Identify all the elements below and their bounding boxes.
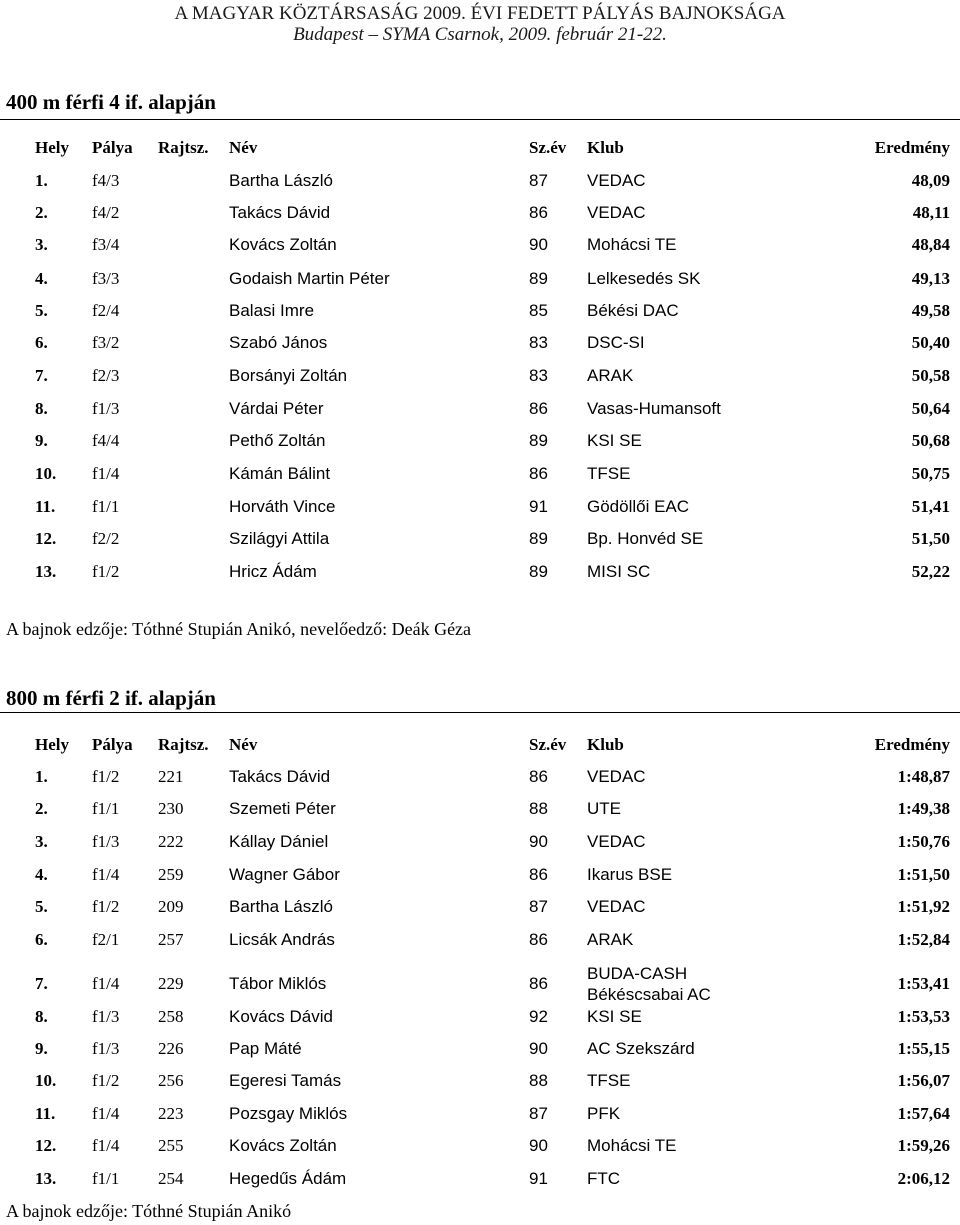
result-cell: 48,11	[912, 203, 950, 222]
result-cell: 1:55,15	[897, 1039, 950, 1058]
club-cell: VEDAC	[587, 171, 646, 190]
athlete-name-cell: Pap Máté	[229, 1039, 302, 1058]
bib-cell: 255	[158, 1136, 184, 1155]
club-cell: VEDAC	[587, 897, 646, 916]
result-cell: 1:53,41	[897, 974, 950, 993]
col-lane-header: Pálya	[92, 735, 133, 754]
result-cell: 2:06,12	[897, 1169, 950, 1188]
athlete-name-cell: Hricz Ádám	[229, 562, 317, 581]
result-cell: 50,64	[911, 399, 950, 418]
club-cell: VEDAC	[587, 832, 646, 851]
lane-cell: f2/2	[92, 529, 120, 548]
lane-cell: f3/4	[92, 235, 120, 254]
place-cell: 2.	[35, 203, 48, 222]
athlete-name-cell: Pethő Zoltán	[229, 431, 326, 450]
col-place-header: Hely	[35, 138, 69, 157]
col-name-header: Név	[229, 735, 258, 754]
table-row	[0, 459, 960, 489]
result-cell: 50,68	[911, 431, 950, 450]
place-cell: 11.	[35, 497, 56, 516]
table-row	[0, 198, 960, 228]
table-header-400m	[0, 133, 960, 163]
place-cell: 13.	[35, 1169, 57, 1188]
table-row	[0, 296, 960, 326]
bib-cell: 254	[158, 1169, 184, 1188]
lane-cell: f2/4	[92, 301, 120, 320]
result-cell: 1:51,92	[897, 897, 950, 916]
place-cell: 4.	[35, 865, 48, 884]
col-result-header: Eredmény	[874, 138, 950, 157]
result-cell: 50,40	[911, 333, 950, 352]
result-cell: 1:57,64	[897, 1104, 950, 1123]
club-cell: Mohácsi TE	[587, 1136, 677, 1155]
place-cell: 10.	[35, 1071, 57, 1090]
place-cell: 13.	[35, 562, 57, 581]
result-cell: 1:51,50	[897, 865, 950, 884]
result-cell: 51,41	[911, 497, 950, 516]
table-row	[0, 1002, 960, 1032]
club-cell: Békési DAC	[587, 301, 679, 320]
section-divider	[0, 712, 960, 713]
place-cell: 9.	[35, 1039, 48, 1058]
club-cell: AC Szekszárd	[587, 1039, 695, 1058]
lane-cell: f4/3	[92, 171, 120, 190]
birth-year-cell: 85	[529, 301, 548, 320]
birth-year-cell: 83	[529, 333, 548, 352]
birth-year-cell: 83	[529, 366, 548, 385]
lane-cell: f2/1	[92, 930, 120, 949]
birth-year-cell: 86	[529, 203, 548, 222]
table-row	[0, 328, 960, 358]
table-row	[0, 794, 960, 824]
result-cell: 1:53,53	[897, 1007, 950, 1026]
lane-cell: f1/4	[92, 865, 120, 884]
coach-note-400m: A bajnok edzője: Tóthné Stupián Anikó, nevelőedző: Deák Géza	[6, 619, 472, 639]
birth-year-cell: 86	[529, 974, 548, 993]
club-cell: KSI SE	[587, 431, 642, 450]
athlete-name-cell: Kovács Zoltán	[229, 235, 337, 254]
col-bib-header: Rajtsz.	[158, 735, 209, 754]
lane-cell: f1/1	[92, 1169, 120, 1188]
place-cell: 11.	[35, 1104, 56, 1123]
club-cell: PFK	[587, 1104, 621, 1123]
result-cell: 48,84	[911, 235, 950, 254]
place-cell: 8.	[35, 1007, 48, 1026]
place-cell: 4.	[35, 269, 48, 288]
table-row	[0, 264, 960, 294]
lane-cell: f4/4	[92, 431, 120, 450]
lane-cell: f1/2	[92, 562, 120, 581]
table-row	[0, 964, 960, 1004]
club-cell: DSC-SI	[587, 333, 645, 352]
club-cell: ARAK	[587, 930, 634, 949]
birth-year-cell: 86	[529, 399, 548, 418]
birth-year-cell: 89	[529, 269, 548, 288]
birth-year-cell: 89	[529, 431, 548, 450]
bib-cell: 222	[158, 832, 184, 851]
club-cell-line2: Békéscsabai AC	[587, 985, 711, 1004]
lane-cell: f3/3	[92, 269, 120, 288]
result-cell: 1:50,76	[897, 832, 950, 851]
athlete-name-cell: Pozsgay Miklós	[229, 1104, 348, 1123]
result-cell: 52,22	[911, 562, 950, 581]
result-cell: 49,58	[911, 301, 950, 320]
table-row	[0, 762, 960, 792]
place-cell: 10.	[35, 464, 57, 483]
table-row	[0, 166, 960, 196]
athlete-name-cell: Kovács Zoltán	[229, 1136, 337, 1155]
result-cell: 1:49,38	[897, 799, 950, 818]
lane-cell: f1/4	[92, 974, 120, 993]
lane-cell: f1/3	[92, 399, 120, 418]
col-club-header: Klub	[587, 735, 624, 754]
athlete-name-cell: Wagner Gábor	[229, 865, 340, 884]
athlete-name-cell: Egeresi Tamás	[229, 1071, 342, 1090]
lane-cell: f1/3	[92, 1039, 120, 1058]
birth-year-cell: 89	[529, 529, 548, 548]
club-cell: TFSE	[587, 464, 631, 483]
athlete-name-cell: Takács Dávid	[229, 767, 331, 786]
athlete-name-cell: Bartha László	[229, 171, 333, 190]
col-result-header: Eredmény	[874, 735, 950, 754]
place-cell: 3.	[35, 832, 48, 851]
lane-cell: f1/4	[92, 1104, 120, 1123]
athlete-name-cell: Horváth Vince	[229, 497, 336, 516]
col-place-header: Hely	[35, 735, 69, 754]
birth-year-cell: 89	[529, 562, 548, 581]
birth-year-cell: 90	[529, 832, 548, 851]
birth-year-cell: 86	[529, 464, 548, 483]
athlete-name-cell: Takács Dávid	[229, 203, 331, 222]
lane-cell: f2/3	[92, 366, 120, 385]
club-cell: BUDA-CASH	[587, 964, 688, 983]
place-cell: 7.	[35, 974, 48, 993]
club-cell: KSI SE	[587, 1007, 642, 1026]
athlete-name-cell: Várdai Péter	[229, 399, 324, 418]
table-row	[0, 1131, 960, 1161]
birth-year-cell: 87	[529, 897, 548, 916]
athlete-name-cell: Kovács Dávid	[229, 1007, 333, 1026]
club-cell: UTE	[587, 799, 621, 818]
bib-cell: 230	[158, 799, 184, 818]
athlete-name-cell: Szabó János	[229, 333, 328, 352]
birth-year-cell: 91	[529, 1169, 548, 1188]
table-row	[0, 1034, 960, 1064]
athlete-name-cell: Szemeti Péter	[229, 799, 336, 818]
table-row	[0, 860, 960, 890]
result-cell: 1:48,87	[897, 767, 950, 786]
club-cell: Bp. Honvéd SE	[587, 529, 704, 548]
birth-year-cell: 91	[529, 497, 548, 516]
athlete-name-cell: Bartha László	[229, 897, 333, 916]
bib-cell: 256	[158, 1071, 184, 1090]
lane-cell: f4/2	[92, 203, 120, 222]
club-cell: MISI SC	[587, 562, 651, 581]
bib-cell: 257	[158, 930, 184, 949]
bib-cell: 223	[158, 1104, 184, 1123]
table-row	[0, 1066, 960, 1096]
birth-year-cell: 87	[529, 1104, 548, 1123]
place-cell: 6.	[35, 333, 48, 352]
athlete-name-cell: Tábor Miklós	[229, 974, 327, 993]
result-cell: 49,13	[911, 269, 950, 288]
event-title-400m: 400 m férfi 4 if. alapján	[6, 90, 216, 114]
place-cell: 5.	[35, 897, 48, 916]
lane-cell: f1/3	[92, 832, 120, 851]
club-cell: Mohácsi TE	[587, 235, 677, 254]
table-row	[0, 524, 960, 554]
club-cell: FTC	[587, 1169, 621, 1188]
athlete-name-cell: Borsányi Zoltán	[229, 366, 348, 385]
birth-year-cell: 86	[529, 930, 548, 949]
club-cell: Lelkesedés SK	[587, 269, 701, 288]
bib-cell: 209	[158, 897, 184, 916]
coach-note-800m: A bajnok edzője: Tóthné Stupián Anikó	[6, 1201, 292, 1221]
section-divider	[0, 119, 960, 120]
birth-year-cell: 92	[529, 1007, 548, 1026]
place-cell: 1.	[35, 767, 48, 786]
athlete-name-cell: Kállay Dániel	[229, 832, 329, 851]
table-row	[0, 1164, 960, 1194]
club-cell: TFSE	[587, 1071, 631, 1090]
bib-cell: 258	[158, 1007, 184, 1026]
club-cell: Gödöllői EAC	[587, 497, 690, 516]
table-row	[0, 492, 960, 522]
birth-year-cell: 87	[529, 171, 548, 190]
table-row	[0, 426, 960, 456]
result-cell: 1:56,07	[897, 1071, 950, 1090]
athlete-name-cell: Licsák András	[229, 930, 335, 949]
lane-cell: f1/2	[92, 1071, 120, 1090]
bib-cell: 259	[158, 865, 184, 884]
table-row	[0, 557, 960, 587]
athlete-name-cell: Hegedűs Ádám	[229, 1169, 347, 1188]
place-cell: 6.	[35, 930, 48, 949]
lane-cell: f1/2	[92, 897, 120, 916]
result-cell: 1:59,26	[897, 1136, 950, 1155]
table-row	[0, 827, 960, 857]
table-header-800m	[0, 730, 960, 760]
athlete-name-cell: Balasi Imre	[229, 301, 315, 320]
place-cell: 12.	[35, 1136, 57, 1155]
bib-cell: 226	[158, 1039, 184, 1058]
result-cell: 51,50	[911, 529, 950, 548]
lane-cell: f1/4	[92, 464, 120, 483]
birth-year-cell: 90	[529, 1136, 548, 1155]
bib-cell: 229	[158, 974, 184, 993]
athlete-name-cell: Kámán Bálint	[229, 464, 331, 483]
lane-cell: f1/4	[92, 1136, 120, 1155]
result-cell: 48,09	[911, 171, 950, 190]
table-row	[0, 361, 960, 391]
birth-year-cell: 86	[529, 767, 548, 786]
athlete-name-cell: Szilágyi Attila	[229, 529, 330, 548]
place-cell: 2.	[35, 799, 48, 818]
venue-date: Budapest – SYMA Csarnok, 2009. február 21-22.	[293, 24, 667, 45]
place-cell: 9.	[35, 431, 48, 450]
result-cell: 1:52,84	[897, 930, 950, 949]
result-cell: 50,75	[911, 464, 950, 483]
birth-year-cell: 88	[529, 1071, 548, 1090]
birth-year-cell: 86	[529, 865, 548, 884]
championship-title: A MAGYAR KÖZTÁRSASÁG 2009. ÉVI FEDETT PÁLYÁS BAJNOKSÁGA	[174, 3, 786, 24]
col-club-header: Klub	[587, 138, 624, 157]
table-row	[0, 394, 960, 424]
place-cell: 12.	[35, 529, 57, 548]
birth-year-cell: 90	[529, 235, 548, 254]
place-cell: 1.	[35, 171, 48, 190]
club-cell: ARAK	[587, 366, 634, 385]
place-cell: 3.	[35, 235, 48, 254]
lane-cell: f1/2	[92, 767, 120, 786]
place-cell: 8.	[35, 399, 48, 418]
bib-cell: 221	[158, 767, 184, 786]
birth-year-cell: 90	[529, 1039, 548, 1058]
place-cell: 5.	[35, 301, 48, 320]
lane-cell: f3/2	[92, 333, 120, 352]
col-year-header: Sz.év	[529, 735, 567, 754]
table-row	[0, 892, 960, 922]
col-bib-header: Rajtsz.	[158, 138, 209, 157]
result-cell: 50,58	[911, 366, 950, 385]
athlete-name-cell: Godaish Martin Péter	[229, 269, 390, 288]
table-row	[0, 1099, 960, 1129]
club-cell: VEDAC	[587, 767, 646, 786]
birth-year-cell: 88	[529, 799, 548, 818]
lane-cell: f1/1	[92, 799, 120, 818]
table-row	[0, 230, 960, 260]
col-year-header: Sz.év	[529, 138, 567, 157]
club-cell: VEDAC	[587, 203, 646, 222]
lane-cell: f1/3	[92, 1007, 120, 1026]
table-row	[0, 925, 960, 955]
club-cell: Vasas-Humansoft	[587, 399, 721, 418]
col-name-header: Név	[229, 138, 258, 157]
club-cell: Ikarus BSE	[587, 865, 673, 884]
event-title-800m: 800 m férfi 2 if. alapján	[6, 686, 216, 710]
col-lane-header: Pálya	[92, 138, 133, 157]
place-cell: 7.	[35, 366, 48, 385]
lane-cell: f1/1	[92, 497, 120, 516]
